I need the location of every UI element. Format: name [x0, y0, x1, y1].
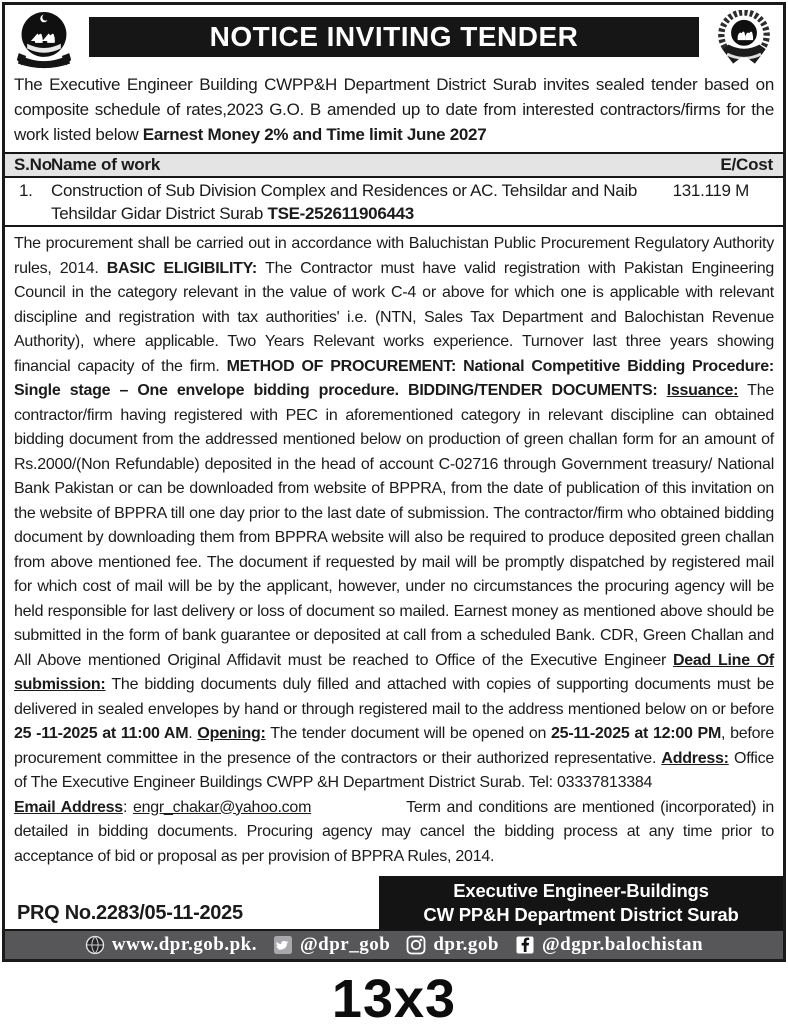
column-header-sno: S.No — [14, 155, 52, 174]
row-serial-number: 1. — [19, 181, 33, 200]
notice-document — [2, 2, 786, 962]
footer-twitter-item — [273, 934, 390, 956]
issuing-authority-box — [379, 876, 783, 929]
authority-line1: Executive Engineer-Buildings — [453, 879, 709, 901]
footer-twitter-handle: @dpr_gob — [300, 934, 391, 955]
notice-title-bar — [89, 17, 699, 57]
footer-website-text: www.dpr.gob.pk. — [111, 934, 257, 955]
prq-number: PRQ No.2283/05-11-2025 — [17, 902, 243, 924]
table-row — [5, 178, 783, 227]
globe-icon — [85, 935, 105, 955]
intro-paragraph: The Executive Engineer Building CWPP&H Department District Surab invites sealed tender based on composite schedule of rates,2023 G.O. B amended up to date from interested contractors/firms for the work listed below Earnest Money 2% and Time limit June 2027 — [14, 75, 774, 144]
twitter-icon — [273, 935, 293, 955]
header — [5, 5, 783, 69]
row-estimated-cost: 131.119 M — [672, 181, 749, 200]
instagram-icon — [406, 935, 426, 955]
authority-line2: CW PP&H Department District Surab — [423, 903, 739, 925]
signoff-section — [5, 875, 783, 929]
ad-size-note: 13x3 — [331, 969, 457, 1024]
row-work-name: Construction of Sub Division Complex and Residences or AC. Tehsildar and Naib Tehsildar Gidar District Surab TSE-252611906443 — [51, 181, 638, 223]
footer-facebook-item — [515, 934, 703, 956]
footer-instagram-handle: dpr.gob — [433, 934, 499, 955]
right-department-emblem-icon — [713, 10, 775, 72]
work-table-header — [5, 152, 783, 178]
footer-instagram-item — [406, 934, 499, 956]
left-government-emblem-icon — [13, 10, 75, 72]
footer-facebook-handle: @dgpr.balochistan — [541, 934, 704, 955]
column-header-name-of-work: Name of work — [51, 155, 161, 174]
dpr-social-footer-bar — [5, 929, 783, 959]
facebook-icon — [515, 935, 535, 955]
terms-and-conditions-body: The procurement shall be carried out in accordance with Baluchistan Public Procurement Regulatory Authority rules, 2014. BASIC ELIGIBILITY: The Contractor must have valid registration with Pakistan Engineering Council in the category relevant in the value of work C-4 or above for which one is applicable with relevant discipline and registration with tax authorities' i.e. (NTN, Sales Tax Department and Balochistan Revenue Authority), where applicable. Two Years Relevant works experience. Turnover last three years showing financial capacity of the firm. METHOD OF PROCUREMENT: National Competitive Bidding Procedure: Single stage – One envelope bidding procedure. BIDDING/TENDER DOCUMENTS: Issuance: The contractor/firm having registered with PEC in aforementioned category in relevant discipline can obtained bidding document from the addressed mentioned below on production of green challan form for an amount of Rs.2000/(Non Refundable) deposited in the head of account C-02716 through Government treasury/ National Bank Pakistan or can be downloaded from website of BPPRA, from the date of publication of this invitation on the website of BPPRA till one day prior to the last date of submission. The contractor/firm who obtained bidding document by downloading them from BPPRA website will also be required to produce deposited green challan from above mentioned fee. The document if requested by mail will be promptly dispatched by registered mail for which cost of mail will be by the applicant, however, under no circumstances the procuring agency will be held responsible for last delivery or loss of document so mailed. Earnest money as mentioned above should be submitted in the form of bank guarantee or deposited at call from a scheduled Bank. CDR, Green Challan and All Above mentioned Original Affidavit must be reached to Office of the Executive Engineer Dead Line Of submission: The bidding documents duly filled and attached with copies of supporting documents must be delivered in sealed envelopes by hand or through registered mail to the address mentioned below on or before 25 -11-2025 at 11:00 AM. Opening: The tender document will be opened on 25-11-2025 at 12:00 PM, before procurement committee in the presence of the contractors or their authorized representative. Address: Office of The Executive Engineer Buildings CWPP &H Department District Surab. Tel: 03337813384 Email Address: engr_chakar@yahoo.com Term and conditions are mentioned (incorporated) in detailed in bidding documents. Procuring agency may cancel the bidding process at any time prior to acceptance of bid or proposal as per provision of BPPRA Rules, 2014. — [14, 235, 775, 865]
notice-title: NOTICE INVITING TENDER — [209, 21, 579, 52]
column-header-ecost: E/Cost — [720, 155, 773, 174]
footer-website-item — [85, 934, 257, 956]
